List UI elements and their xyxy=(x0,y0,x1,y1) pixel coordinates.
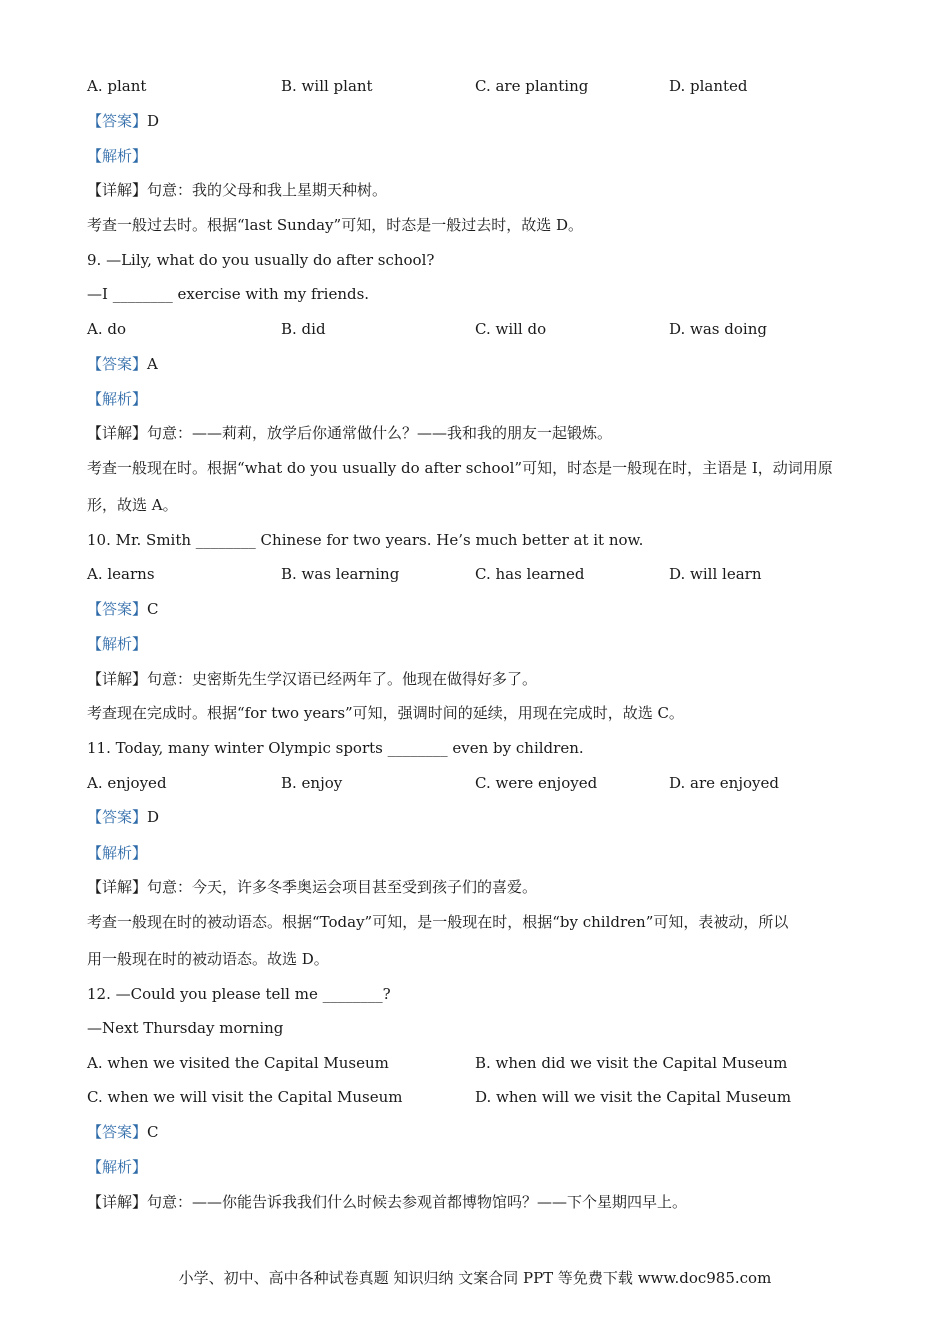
q12-analysis-label: 【解析】 xyxy=(87,1158,148,1176)
q9-option-c: C. will do xyxy=(475,320,547,338)
q12-question: 12. —Could you please tell me ________? xyxy=(87,985,391,1003)
answer-value: A xyxy=(147,355,158,373)
q11-option-d: D. are enjoyed xyxy=(669,774,779,792)
answer-value: D xyxy=(147,112,160,130)
answer-label: 【答案】 xyxy=(87,808,148,826)
q11-question: 11. Today, many winter Olympic sports ________ even by children. xyxy=(87,739,584,757)
q8-analysis-label: 【解析】 xyxy=(87,147,148,165)
q10-answer xyxy=(87,599,159,619)
q11-option-a: A. enjoyed xyxy=(87,774,167,792)
q8-option-d: D. planted xyxy=(669,77,748,95)
q10-option-d: D. will learn xyxy=(669,565,762,583)
q9-explain: 考查一般现在时。根据“what do you usually do after school”可知，时态是一般现在时，主语是 I，动词用原 xyxy=(87,459,833,477)
q11-detail: 【详解】句意：今天，许多冬季奥运会项目甚至受到孩子们的喜爱。 xyxy=(87,878,538,896)
q8-option-a: A. plant xyxy=(87,77,147,95)
q10-analysis-label: 【解析】 xyxy=(87,635,148,653)
q8-option-b: B. will plant xyxy=(281,77,373,95)
q12-detail: 【详解】句意：——你能告诉我我们什么时候去参观首都博物馆吗？——下个星期四早上。 xyxy=(87,1193,688,1211)
q10-option-b: B. was learning xyxy=(281,565,400,583)
q11-explain: 考查一般现在时的被动语态。根据“Today”可知，是一般现在时，根据“by children”可知，表被动，所以 xyxy=(87,913,789,931)
q12-option-b: B. when did we visit the Capital Museum xyxy=(475,1054,788,1072)
q8-explain: 考查一般过去时。根据“last Sunday”可知，时态是一般过去时，故选 D。 xyxy=(87,216,583,234)
q12-options-row2 xyxy=(87,1087,867,1107)
q8-options xyxy=(87,76,867,96)
q9-question: 9. —Lily, what do you usually do after school? xyxy=(87,251,435,269)
q8-detail: 【详解】句意：我的父母和我上星期天种树。 xyxy=(87,181,388,199)
q9-question-reply: —I ________ exercise with my friends. xyxy=(87,285,370,303)
answer-value: C xyxy=(147,600,159,618)
q9-options xyxy=(87,319,867,339)
q9-option-d: D. was doing xyxy=(669,320,767,338)
q10-option-a: A. learns xyxy=(87,565,155,583)
q12-options-row1 xyxy=(87,1053,867,1073)
q10-explain: 考查现在完成时。根据“for two years”可知，强调时间的延续，用现在完成时，故选 C。 xyxy=(87,704,684,722)
answer-value: D xyxy=(147,808,160,826)
q9-option-a: A. do xyxy=(87,320,127,338)
answer-label: 【答案】 xyxy=(87,112,148,130)
q11-option-c: C. were enjoyed xyxy=(475,774,598,792)
answer-label: 【答案】 xyxy=(87,355,148,373)
q11-option-b: B. enjoy xyxy=(281,774,343,792)
q9-explain-cont: 形，故选 A。 xyxy=(87,496,178,514)
q10-question: 10. Mr. Smith ________ Chinese for two years. He’s much better at it now. xyxy=(87,531,644,549)
q12-option-c: C. when we will visit the Capital Museum xyxy=(87,1088,403,1106)
q11-options xyxy=(87,773,867,793)
q8-option-c: C. are planting xyxy=(475,77,589,95)
q12-question-reply: —Next Thursday morning xyxy=(87,1019,284,1037)
q11-analysis-label: 【解析】 xyxy=(87,844,148,862)
q11-explain-cont: 用一般现在时的被动语态。故选 D。 xyxy=(87,950,329,968)
answer-label: 【答案】 xyxy=(87,600,148,618)
q8-answer xyxy=(87,111,159,131)
q12-option-d: D. when will we visit the Capital Museum xyxy=(475,1088,792,1106)
answer-label: 【答案】 xyxy=(87,1123,148,1141)
page-footer: 小学、初中、高中各种试卷真题 知识归纳 文案合同 PPT 等免费下载 www.doc985.com xyxy=(178,1269,772,1287)
q9-detail: 【详解】句意：——莉莉，放学后你通常做什么？——我和我的朋友一起锻炼。 xyxy=(87,424,613,442)
q12-option-a: A. when we visited the Capital Museum xyxy=(87,1054,389,1072)
q9-analysis-label: 【解析】 xyxy=(87,390,148,408)
q10-detail: 【详解】句意：史密斯先生学汉语已经两年了。他现在做得好多了。 xyxy=(87,670,538,688)
q12-answer xyxy=(87,1122,159,1142)
q11-answer xyxy=(87,807,159,827)
answer-value: C xyxy=(147,1123,159,1141)
q10-options xyxy=(87,564,867,584)
q9-answer xyxy=(87,354,158,374)
q10-option-c: C. has learned xyxy=(475,565,585,583)
q9-option-b: B. did xyxy=(281,320,326,338)
